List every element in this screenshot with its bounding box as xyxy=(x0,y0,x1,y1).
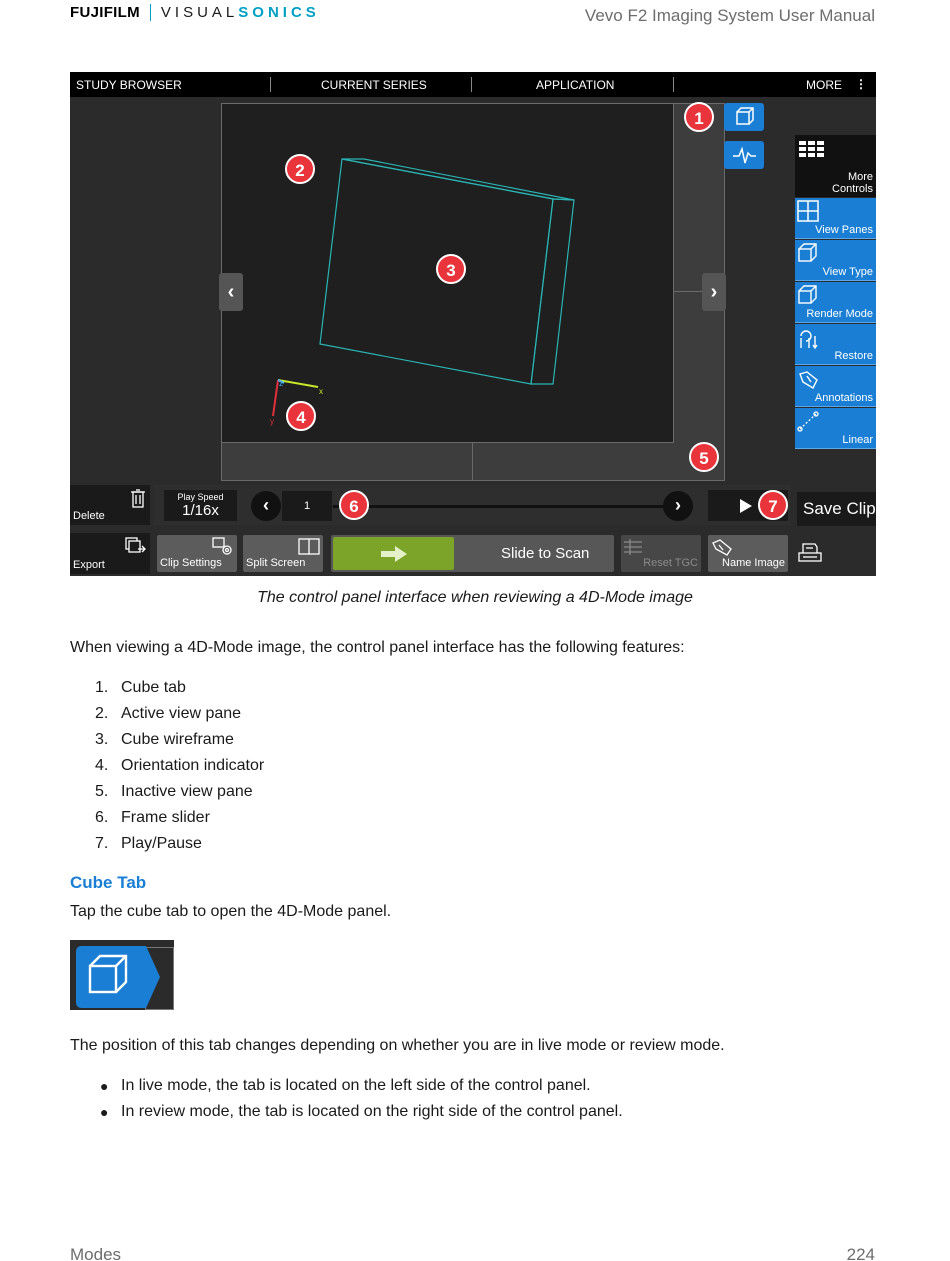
page-number: 224 xyxy=(846,1245,875,1261)
more-controls-button[interactable] xyxy=(795,135,876,197)
view-panes-label: View Panes xyxy=(815,224,873,236)
callout-badge-6: 6 xyxy=(339,490,369,520)
previous-frame-button[interactable]: ‹ xyxy=(251,491,281,521)
clip-settings-icon xyxy=(212,537,234,557)
tgc-sliders-icon xyxy=(624,538,644,556)
list-item xyxy=(95,782,264,808)
list-text: In live mode, the tab is located on the left side of the control panel. xyxy=(121,1077,591,1094)
tab-study-browser[interactable]: STUDY BROWSER xyxy=(76,78,182,92)
slide-to-scan-label: Slide to Scan xyxy=(501,545,590,562)
intro-paragraph: When viewing a 4D-Mode image, the control panel interface has the following features: xyxy=(70,639,685,656)
play-speed-label: Play Speed xyxy=(177,492,224,502)
frame-number-field[interactable]: 1 xyxy=(282,491,332,521)
list-number: 5. xyxy=(95,783,109,800)
bullet-icon: ● xyxy=(100,1078,109,1094)
previous-view-arrow[interactable]: ‹ xyxy=(219,273,243,311)
callout-badge-3: 3 xyxy=(436,254,466,284)
list-number: 4. xyxy=(95,757,109,774)
annotations-button[interactable] xyxy=(795,366,876,407)
view-type-button[interactable] xyxy=(795,240,876,281)
more-menu-icon[interactable]: ⋮ xyxy=(855,77,867,91)
restore-button[interactable] xyxy=(795,324,876,365)
list-text: Play/Pause xyxy=(121,835,202,852)
linear-icon xyxy=(797,410,821,434)
figure-caption: The control panel interface when reviewing a 4D-Mode image xyxy=(257,589,693,606)
play-speed-value: 1/16x xyxy=(182,502,219,519)
trash-icon xyxy=(130,489,146,509)
section-intro: Tap the cube tab to open the 4D-Mode panel. xyxy=(70,903,392,920)
cube-icon xyxy=(724,103,764,131)
linear-label: Linear xyxy=(842,434,873,446)
play-speed-control[interactable] xyxy=(164,490,237,521)
callout-badge-7: 7 xyxy=(758,490,788,520)
cube-icon xyxy=(797,284,821,308)
slide-to-scan-control[interactable] xyxy=(331,535,614,572)
cube-icon xyxy=(797,242,821,266)
list-text: Active view pane xyxy=(121,705,242,722)
heartbeat-icon xyxy=(724,141,764,169)
logo-visual: VISUAL xyxy=(160,4,239,21)
logo-fujifilm: FUJIFILM xyxy=(70,4,140,21)
brand-logo xyxy=(70,4,320,21)
list-text: Orientation indicator xyxy=(121,757,265,774)
top-menu-bar xyxy=(70,72,876,97)
play-icon xyxy=(740,499,752,513)
list-item xyxy=(95,678,264,704)
playback-controls-row xyxy=(70,485,876,529)
export-label: Export xyxy=(73,559,105,571)
slide-to-scan-handle[interactable] xyxy=(333,537,454,570)
annotations-label: Annotations xyxy=(814,392,873,404)
physio-tab[interactable] xyxy=(724,141,764,169)
callout-badge-4: 4 xyxy=(286,401,316,431)
clip-settings-button[interactable] xyxy=(157,535,237,572)
cube-tab-image xyxy=(70,940,174,1010)
list-item xyxy=(95,704,264,730)
list-item xyxy=(95,834,264,860)
list-item xyxy=(95,730,264,756)
axis-y-label: y xyxy=(270,417,274,426)
tab-current-series[interactable]: CURRENT SERIES xyxy=(321,78,427,92)
name-image-icon xyxy=(711,537,735,557)
restore-label: Restore xyxy=(834,350,873,362)
delete-label: Delete xyxy=(73,510,105,522)
control-panel-screenshot xyxy=(70,72,876,576)
view-panes-icon xyxy=(797,200,821,224)
action-controls-row xyxy=(70,533,876,576)
pane-divider xyxy=(674,291,702,292)
mode-bullets xyxy=(100,1076,623,1128)
menu-divider xyxy=(673,77,674,92)
section-heading: Cube Tab xyxy=(70,873,147,892)
list-number: 7. xyxy=(95,835,109,852)
list-number: 1. xyxy=(95,679,109,696)
manual-title: Vevo F2 Imaging System User Manual xyxy=(584,6,875,25)
grid-icon xyxy=(799,141,827,161)
menu-divider xyxy=(471,77,472,92)
list-item xyxy=(100,1076,623,1102)
cube-tab[interactable] xyxy=(724,103,764,131)
callout-badge-1: 1 xyxy=(684,102,714,132)
position-paragraph: The position of this tab changes depending on whether you are in live mode or review mode. xyxy=(70,1037,725,1054)
tab-application[interactable]: APPLICATION xyxy=(536,78,615,92)
split-screen-icon xyxy=(298,538,320,556)
list-text: Cube wireframe xyxy=(121,731,234,748)
next-frame-button[interactable]: › xyxy=(663,491,693,521)
list-text: In review mode, the tab is located on the right side of the control panel. xyxy=(121,1103,623,1120)
view-type-label: View Type xyxy=(822,266,873,278)
name-image-button[interactable] xyxy=(708,535,788,572)
list-text: Frame slider xyxy=(121,809,210,826)
list-text: Cube tab xyxy=(121,679,186,696)
more-controls-label-1: More xyxy=(847,171,873,183)
list-text: Inactive view pane xyxy=(121,783,253,800)
list-number: 6. xyxy=(95,809,109,826)
delete-button[interactable] xyxy=(70,485,150,525)
clip-settings-label: Clip Settings xyxy=(160,557,222,569)
next-view-arrow[interactable]: › xyxy=(702,273,726,311)
arrow-right-icon xyxy=(381,546,407,562)
callout-badge-2: 2 xyxy=(285,154,315,184)
frame-slider[interactable] xyxy=(333,505,666,508)
axis-z-label: z xyxy=(279,379,283,388)
name-image-label: Name Image xyxy=(722,557,785,569)
export-icon xyxy=(125,537,147,557)
linear-button[interactable] xyxy=(795,408,876,449)
split-screen-label: Split Screen xyxy=(246,557,306,569)
list-item xyxy=(95,808,264,834)
bullet-icon: ● xyxy=(100,1104,109,1120)
more-controls-label-2: Controls xyxy=(832,183,873,195)
footer-section: Modes xyxy=(70,1245,122,1261)
render-mode-button[interactable] xyxy=(795,282,876,323)
list-number: 3. xyxy=(95,731,109,748)
list-number: 2. xyxy=(95,705,109,722)
annotations-icon xyxy=(797,368,821,392)
reset-tgc-label: Reset TGC xyxy=(643,557,698,569)
pane-divider xyxy=(472,443,473,481)
render-mode-label: Render Mode xyxy=(806,308,873,320)
export-button[interactable] xyxy=(70,533,150,574)
list-item xyxy=(95,756,264,782)
axis-x-label: x xyxy=(319,387,323,396)
menu-divider xyxy=(270,77,271,92)
side-control-panel xyxy=(795,135,876,451)
logo-sonics: SONICS xyxy=(238,4,320,21)
print-icon[interactable] xyxy=(797,541,823,570)
split-screen-button[interactable] xyxy=(243,535,323,572)
callout-badge-5: 5 xyxy=(689,442,719,472)
logo-divider xyxy=(150,4,151,21)
list-item xyxy=(100,1102,623,1128)
view-panes-button[interactable] xyxy=(795,198,876,239)
cube-tab-graphic xyxy=(76,946,166,1010)
features-list xyxy=(95,678,264,860)
save-clip-button[interactable] xyxy=(797,492,876,526)
save-clip-label: Save Clip xyxy=(803,499,876,518)
tab-more[interactable]: MORE xyxy=(806,78,842,92)
restore-icon xyxy=(797,326,821,350)
reset-tgc-button[interactable] xyxy=(621,535,701,572)
